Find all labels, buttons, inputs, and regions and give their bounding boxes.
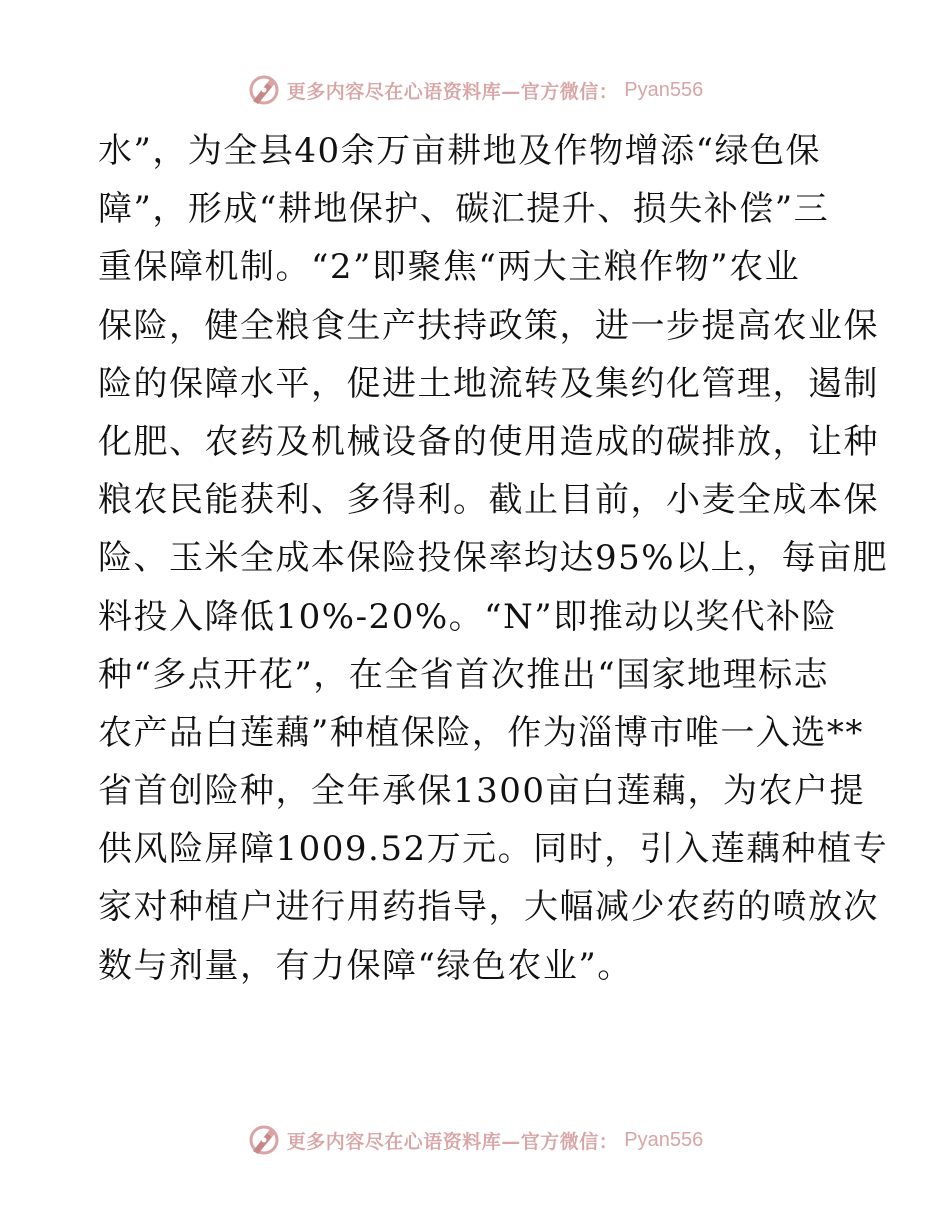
pen-logo-icon [247, 1123, 281, 1157]
document-body [98, 122, 889, 995]
pen-logo-icon [247, 73, 281, 107]
text-line: 粮农民能获利、多得利。截止目前，小麦全成本保 [98, 480, 879, 521]
text-line: 省首创险种，全年承保1300亩白莲藕，为农户提 [98, 771, 866, 812]
watermark-text: 更多内容尽在心语资料库—官方微信： [286, 80, 619, 103]
text-line: 种“多点开花”，在全省首次推出“国家地理标志 [98, 654, 830, 695]
watermark-wechat-id: Pyan556 [624, 78, 704, 101]
header-watermark [0, 70, 950, 110]
watermark-wechat-id: Pyan556 [624, 1128, 704, 1151]
watermark-text: 更多内容尽在心语资料库—官方微信： [286, 1130, 619, 1153]
text-line: 险的保障水平，促进土地流转及集约化管理，遏制 [98, 363, 879, 404]
text-line: 保险，健全粮食生产扶持政策，进一步提高农业保 [98, 305, 879, 346]
text-line: 障”，形成“耕地保护、碳汇提升、损失补偿”三 [98, 189, 830, 230]
text-line: 家对种植户进行用药指导，大幅减少农药的喷放次 [98, 887, 879, 928]
text-line: 农产品白莲藕”种植保险，作为淄博市唯一入选** [98, 712, 864, 753]
text-line: 化肥、农药及机械设备的使用造成的碳排放，让种 [98, 421, 879, 462]
text-line: 重保障机制。“2”即聚焦“两大主粮作物”农业 [98, 247, 801, 288]
text-line: 水”，为全县40余万亩耕地及作物增添“绿色保 [98, 131, 822, 171]
text-line: 料投入降低10%-20%。“N”即推动以奖代补险 [98, 596, 838, 637]
text-line: 供风险屏障1009.52万元。同时，引入莲藕种植专 [98, 829, 889, 870]
text-line: 险、玉米全成本保险投保率均达95%以上，每亩肥 [98, 538, 889, 579]
footer-watermark [0, 1120, 950, 1160]
text-line: 数与剂量，有力保障“绿色农业”。 [98, 945, 633, 986]
